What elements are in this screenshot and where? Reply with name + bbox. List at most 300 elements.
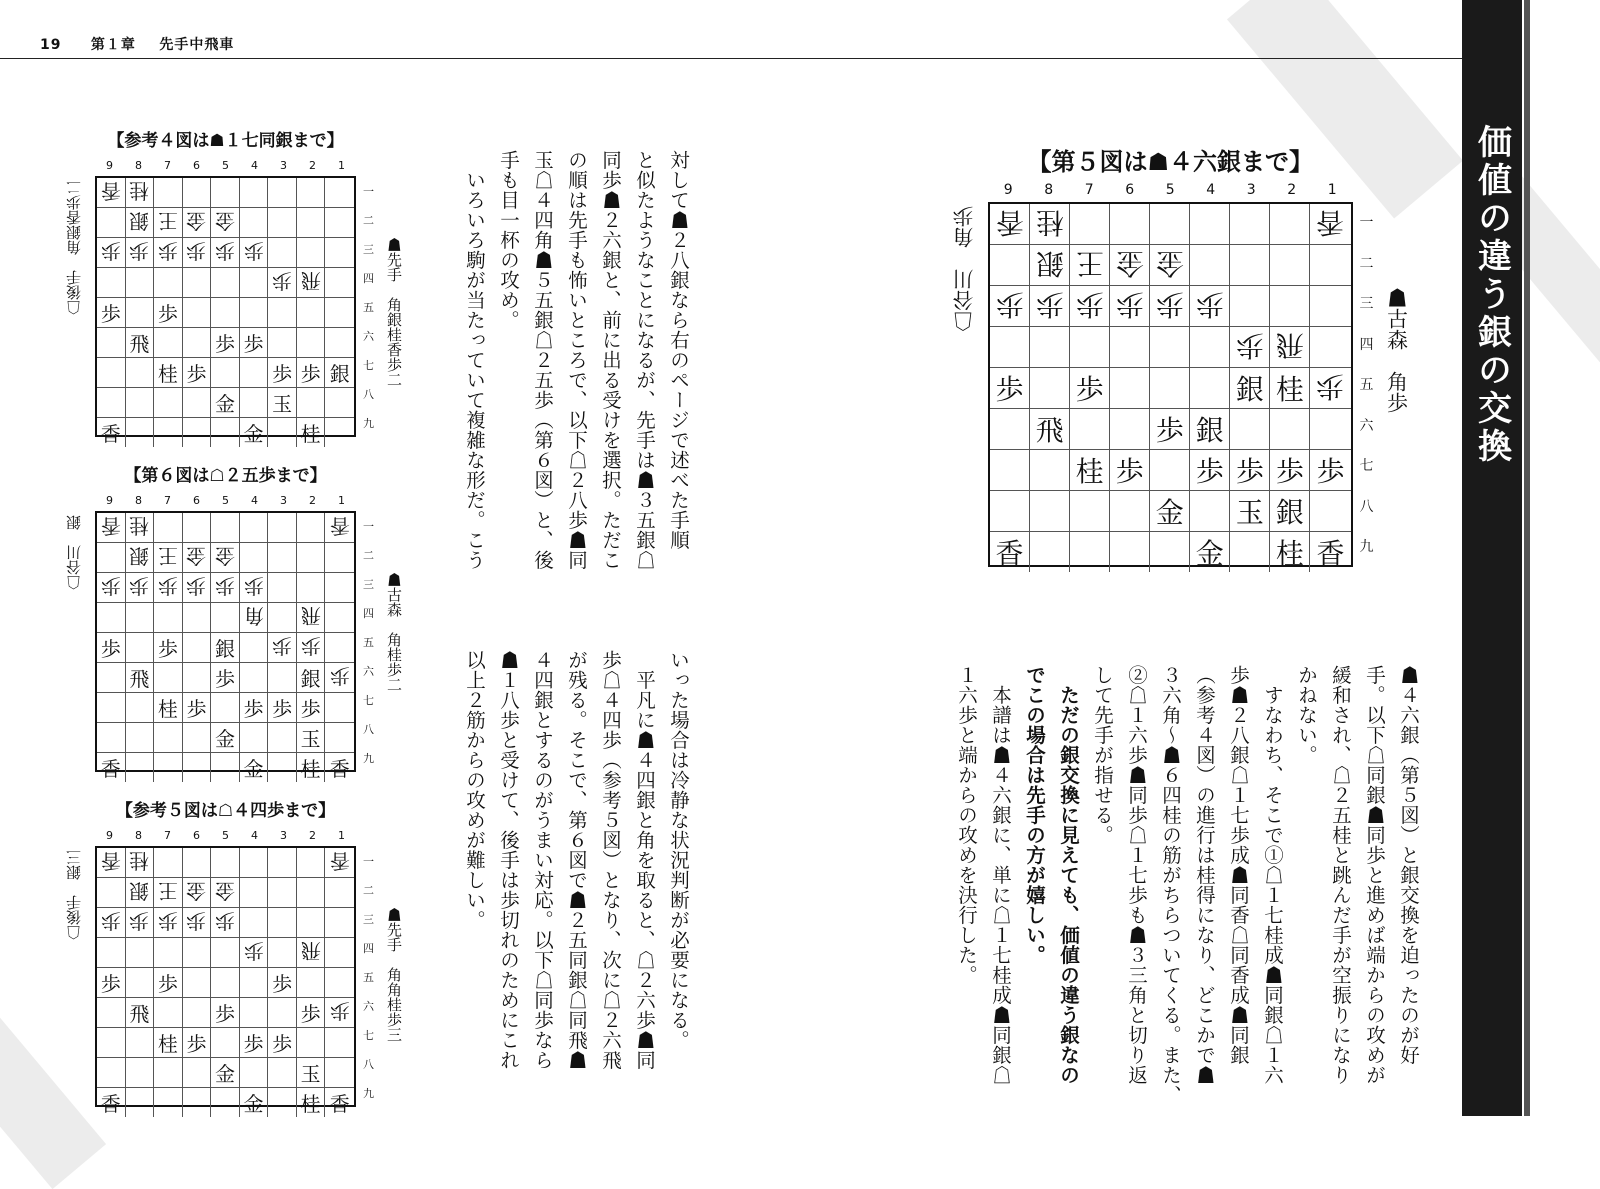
board-square: [240, 1058, 269, 1088]
board-square: [183, 328, 212, 358]
board-square: [97, 328, 126, 358]
gote-piece: 歩: [1115, 288, 1144, 321]
board-square: [126, 208, 155, 238]
row-number: 一: [363, 854, 374, 868]
column-number: 1: [338, 159, 345, 172]
board-square: [240, 753, 269, 782]
gote-piece: 香: [995, 206, 1024, 239]
column-number: 5: [222, 829, 229, 842]
sente-piece: 香: [329, 757, 350, 781]
board-square: [325, 1088, 354, 1117]
board-square: [154, 908, 183, 938]
board-square: [183, 753, 212, 782]
gote-piece: 金: [186, 544, 207, 568]
column-number: 3: [1246, 182, 1256, 198]
board-square: [1310, 532, 1350, 572]
board-square: [240, 418, 269, 447]
board-square: [297, 968, 326, 998]
row-number: 五: [363, 970, 374, 984]
diagram-caption: 【参考５図は☖４四歩まで】: [115, 801, 336, 821]
board-square: [97, 603, 126, 633]
board-square: [211, 573, 240, 603]
board-square: [1270, 450, 1310, 491]
board-square: [126, 328, 155, 358]
board-square: [154, 418, 183, 447]
board-square: [1110, 491, 1150, 532]
board-square: [97, 663, 126, 693]
decorative-diagonal-bottom-left: [0, 991, 106, 1189]
text-line: かねない。: [1295, 665, 1318, 765]
board-square: [126, 878, 155, 908]
board-square: [297, 238, 326, 268]
gote-piece: 歩: [243, 939, 264, 963]
board-square: [325, 543, 354, 573]
board-square: [154, 513, 183, 543]
board-square: [154, 603, 183, 633]
column-number: 3: [280, 494, 287, 507]
shogi-board: [988, 202, 1353, 570]
board-square: [183, 513, 212, 543]
sente-piece: 歩: [186, 362, 207, 386]
board-square: [1030, 491, 1070, 532]
gote-piece: 金: [214, 209, 235, 233]
sente-piece: 金: [1195, 537, 1224, 570]
gote-piece: 香: [100, 849, 121, 873]
board-square: [183, 693, 212, 723]
board-square: [1110, 409, 1150, 450]
board-square: [211, 388, 240, 418]
board-square: [211, 208, 240, 238]
column-number: 4: [251, 159, 258, 172]
chapter-number: 第１章: [90, 37, 136, 53]
board-square: [297, 208, 326, 238]
board-square: [126, 723, 155, 753]
board-square: [240, 298, 269, 328]
row-number: 四: [363, 941, 374, 955]
gote-piece: 銀: [129, 879, 150, 903]
board-square: [1230, 368, 1270, 409]
text-line: 対して☗２八銀なら右のページで述べた手順: [667, 150, 690, 550]
board-square: [154, 723, 183, 753]
board-square: [1150, 450, 1190, 491]
row-number: 九: [363, 416, 374, 430]
board-square: [240, 878, 269, 908]
board-square: [1310, 327, 1350, 368]
board-square: [1190, 245, 1230, 286]
column-number: 9: [1003, 182, 1013, 198]
board-square: [1110, 368, 1150, 409]
board-square: [240, 358, 269, 388]
sente-piece: 歩: [1075, 373, 1104, 406]
board-square: [1310, 491, 1350, 532]
board-square: [325, 1028, 354, 1058]
gote-name: ☖谷川: [65, 545, 83, 590]
sente-piece: 歩: [272, 362, 293, 386]
board-square: [211, 603, 240, 633]
text-line: 本譜は☗４六銀に、単に☖１七桂成☗同銀☖: [989, 665, 1012, 1085]
sente-piece: 金: [214, 727, 235, 751]
sente-piece: 歩: [214, 332, 235, 356]
board-square: [1070, 409, 1110, 450]
column-number: 9: [106, 829, 113, 842]
board-square: [183, 878, 212, 908]
board-square: [297, 513, 326, 543]
board-square: [1190, 204, 1230, 245]
gote-hand: [951, 206, 978, 332]
board-square: [240, 998, 269, 1028]
board-square: [211, 968, 240, 998]
board-square: [183, 908, 212, 938]
shogi-board: [95, 176, 356, 446]
sente-piece: 香: [1316, 537, 1345, 570]
sente-piece: 飛: [129, 667, 150, 691]
column-number: 5: [222, 159, 229, 172]
board-square: [1190, 368, 1230, 409]
board-square: [154, 663, 183, 693]
board-square: [268, 573, 297, 603]
row-number: 六: [363, 664, 374, 678]
board-square: [240, 178, 269, 208]
gote-piece: 歩: [157, 239, 178, 263]
column-number: 8: [1044, 182, 1054, 198]
board-square: [97, 848, 126, 878]
board-square: [97, 938, 126, 968]
row-number: 四: [1359, 336, 1374, 353]
board-square: [97, 633, 126, 663]
board-square: [211, 418, 240, 447]
board-square: [268, 178, 297, 208]
gote-piece: 王: [157, 209, 178, 233]
board-square: [126, 1058, 155, 1088]
gote-piece: 金: [186, 209, 207, 233]
gote-piece: 銀: [1035, 247, 1064, 280]
gote-piece: 香: [1316, 206, 1345, 239]
board-square: [268, 388, 297, 418]
gote-piece: 歩: [100, 574, 121, 598]
board-square: [990, 368, 1030, 409]
board-square: [183, 663, 212, 693]
gote-piece: 歩: [1316, 370, 1345, 403]
board-square: [990, 245, 1030, 286]
sente-piece: 銀: [300, 667, 321, 691]
sente-hand: [383, 907, 404, 1042]
board-square: [1150, 368, 1190, 409]
board-square: [97, 1028, 126, 1058]
body-text-left-upper: [455, 150, 695, 605]
gote-piece: 歩: [243, 574, 264, 598]
board-square: [154, 1058, 183, 1088]
gote-piece: 歩: [157, 574, 178, 598]
board-square: [1070, 245, 1110, 286]
sente-piece: 歩: [100, 637, 121, 661]
sente-piece: 歩: [1115, 455, 1144, 488]
row-number: 二: [363, 213, 374, 227]
board-square: [211, 358, 240, 388]
column-number: 8: [135, 494, 142, 507]
sente-hand: [1383, 287, 1410, 413]
board-square: [97, 1058, 126, 1088]
gote-piece: 歩: [1075, 288, 1104, 321]
board-square: [1150, 286, 1190, 327]
sente-piece: 歩: [300, 1002, 321, 1026]
gote-piece: 歩: [129, 574, 150, 598]
gote-hand: [64, 850, 85, 940]
board-square: [297, 603, 326, 633]
board-square: [154, 1028, 183, 1058]
sente-piece: 歩: [100, 302, 121, 326]
column-number: 7: [164, 494, 171, 507]
board-square: [325, 358, 354, 388]
board-square: [268, 603, 297, 633]
board-square: [325, 753, 354, 782]
sente-hand: [383, 237, 404, 387]
board-square: [183, 1058, 212, 1088]
board-square: [1310, 204, 1350, 245]
column-number: 1: [338, 494, 345, 507]
board-square: [990, 491, 1030, 532]
column-numbers: [95, 829, 356, 842]
row-number: 二: [1359, 255, 1374, 272]
gote-piece: 銀: [129, 544, 150, 568]
sente-piece: 香: [100, 1092, 121, 1116]
board-square: [325, 908, 354, 938]
board-square: [1270, 327, 1310, 368]
board-square: [990, 532, 1030, 572]
gote-piece: 角: [243, 604, 264, 628]
sente-piece: 桂: [157, 362, 178, 386]
column-number: 2: [309, 829, 316, 842]
board-square: [154, 848, 183, 878]
gote-piece: 香: [329, 514, 350, 538]
board-square: [97, 693, 126, 723]
diagram-caption: 【第６図は☖２五歩まで】: [124, 466, 327, 486]
sente-piece: 飛: [129, 1002, 150, 1026]
board-square: [297, 663, 326, 693]
board-square: [1230, 286, 1270, 327]
board-square: [990, 286, 1030, 327]
board-square: [126, 753, 155, 782]
sente-piece: 歩: [1155, 414, 1184, 447]
row-number: 六: [363, 329, 374, 343]
board-square: [240, 208, 269, 238]
column-number: 3: [280, 159, 287, 172]
board-square: [268, 938, 297, 968]
board-square: [183, 723, 212, 753]
column-number: 6: [193, 159, 200, 172]
board-square: [211, 328, 240, 358]
board-square: [325, 268, 354, 298]
text-line: でこの場合は先手の方が嬉しい。: [1023, 665, 1046, 965]
text-line: １六歩と端からの攻めを決行した。: [955, 665, 978, 985]
board-square: [297, 388, 326, 418]
board-square: [154, 298, 183, 328]
board-square: [211, 513, 240, 543]
board-square: [1270, 245, 1310, 286]
column-number: 2: [1287, 182, 1297, 198]
column-number: 2: [309, 159, 316, 172]
gote-hand: [64, 515, 85, 590]
sente-piece: 金: [214, 392, 235, 416]
column-numbers: [988, 182, 1353, 198]
board-square: [126, 663, 155, 693]
board-square: [154, 753, 183, 782]
gote-hand-pieces: 銀三: [65, 850, 83, 880]
board-square: [1190, 491, 1230, 532]
board-square: [211, 178, 240, 208]
text-line: して先手が指せる。: [1091, 665, 1114, 845]
gote-piece: 桂: [1035, 206, 1064, 239]
board-square: [183, 298, 212, 328]
board-square: [297, 938, 326, 968]
board-square: [154, 878, 183, 908]
text-line: が残る。そこで、第６図で☗２五同銀☖同飛☗: [565, 650, 588, 1070]
gote-piece: 銀: [129, 209, 150, 233]
board-square: [268, 208, 297, 238]
diagram-caption: 【第５図は☗４六銀まで】: [1027, 148, 1313, 176]
running-head: [40, 34, 234, 54]
gote-name: ☖後手: [65, 270, 83, 315]
sente-piece: 玉: [272, 392, 293, 416]
board-square: [1070, 532, 1110, 572]
column-numbers: [95, 494, 356, 507]
column-number: 8: [135, 159, 142, 172]
gote-piece: 飛: [1275, 329, 1304, 362]
board-square: [183, 1088, 212, 1117]
board-square: [1190, 286, 1230, 327]
board-square: [126, 238, 155, 268]
board-square: [211, 238, 240, 268]
board-square: [126, 998, 155, 1028]
board-square: [297, 878, 326, 908]
gote-hand-pieces: 角銀香歩二: [65, 180, 83, 255]
board-square: [1310, 245, 1350, 286]
header-rule: [0, 58, 1462, 59]
board-square: [990, 450, 1030, 491]
sente-piece: 歩: [1275, 455, 1304, 488]
sente-piece: 歩: [300, 362, 321, 386]
gote-piece: 歩: [995, 288, 1024, 321]
sente-piece: 歩: [243, 1032, 264, 1056]
sente-piece: 桂: [157, 697, 178, 721]
board-square: [211, 268, 240, 298]
board-square: [325, 388, 354, 418]
row-number: 八: [363, 387, 374, 401]
board-square: [154, 573, 183, 603]
board-square: [325, 693, 354, 723]
column-number: 8: [135, 829, 142, 842]
board-square: [325, 878, 354, 908]
board-square: [183, 968, 212, 998]
sente-piece: 桂: [1275, 537, 1304, 570]
sente-piece: 歩: [1195, 455, 1224, 488]
gote-piece: 桂: [129, 179, 150, 203]
gote-hand-pieces: 銀: [65, 515, 83, 530]
column-number: 7: [164, 829, 171, 842]
gote-piece: 金: [186, 879, 207, 903]
text-line: 歩☖４四歩（参考５図）となり、次に☖２六飛: [599, 650, 622, 1070]
sente-piece: 玉: [300, 1062, 321, 1086]
board-square: [1110, 532, 1150, 572]
sente-piece: 桂: [300, 757, 321, 781]
gote-piece: 歩: [1155, 288, 1184, 321]
board-square: [126, 938, 155, 968]
row-number: 二: [363, 548, 374, 562]
gote-piece: 歩: [329, 999, 350, 1023]
row-numbers: [1357, 202, 1377, 567]
gote-hand: [64, 180, 85, 315]
board-square: [183, 358, 212, 388]
board-square: [268, 663, 297, 693]
text-line: 同歩☗２六銀と、前に出る受けを選択。ただこ: [599, 150, 622, 570]
board-square: [211, 298, 240, 328]
board-square: [154, 388, 183, 418]
board-square: [1190, 409, 1230, 450]
board-square: [154, 543, 183, 573]
board-square: [268, 848, 297, 878]
board-square: [268, 418, 297, 447]
sente-name: ☗先手: [385, 906, 403, 952]
board-square: [1150, 532, 1190, 572]
board-square: [183, 573, 212, 603]
board-square: [325, 513, 354, 543]
row-number: 八: [363, 1057, 374, 1071]
sente-piece: 飛: [1035, 414, 1064, 447]
chapter-title: 先手中飛車: [159, 37, 235, 53]
column-number: 4: [251, 829, 258, 842]
board-square: [240, 938, 269, 968]
board-square: [1110, 204, 1150, 245]
gote-piece: 香: [100, 514, 121, 538]
board-square: [325, 418, 354, 447]
board-square: [1190, 532, 1230, 572]
row-number: 七: [363, 358, 374, 372]
gote-piece: 歩: [243, 239, 264, 263]
board-square: [1030, 327, 1070, 368]
board-square: [126, 513, 155, 543]
sente-piece: 飛: [129, 332, 150, 356]
row-number: 三: [363, 912, 374, 926]
board-square: [126, 418, 155, 447]
row-number: 三: [363, 242, 374, 256]
sente-piece: 金: [243, 422, 264, 446]
board-square: [297, 358, 326, 388]
board-square: [268, 328, 297, 358]
board-square: [325, 573, 354, 603]
board-square: [154, 268, 183, 298]
page-number: 19: [40, 37, 62, 53]
board-square: [297, 573, 326, 603]
sente-piece: 歩: [214, 1002, 235, 1026]
row-number: 一: [363, 519, 374, 533]
board-square: [97, 573, 126, 603]
board-square: [1230, 245, 1270, 286]
board-square: [1030, 409, 1070, 450]
board-square: [126, 268, 155, 298]
board-square: [97, 998, 126, 1028]
board-square: [97, 908, 126, 938]
board-square: [154, 693, 183, 723]
row-numbers: [360, 511, 377, 772]
sente-piece: 銀: [329, 362, 350, 386]
board-square: [1070, 327, 1110, 368]
row-number: 四: [363, 271, 374, 285]
board-square: [183, 238, 212, 268]
board-square: [1150, 327, 1190, 368]
gote-piece: 飛: [300, 604, 321, 628]
board-square: [268, 633, 297, 663]
text-line: いった場合は冷静な状況判断が必要になる。: [667, 650, 690, 1050]
text-line: 手も目一杯の攻め。: [497, 150, 520, 330]
